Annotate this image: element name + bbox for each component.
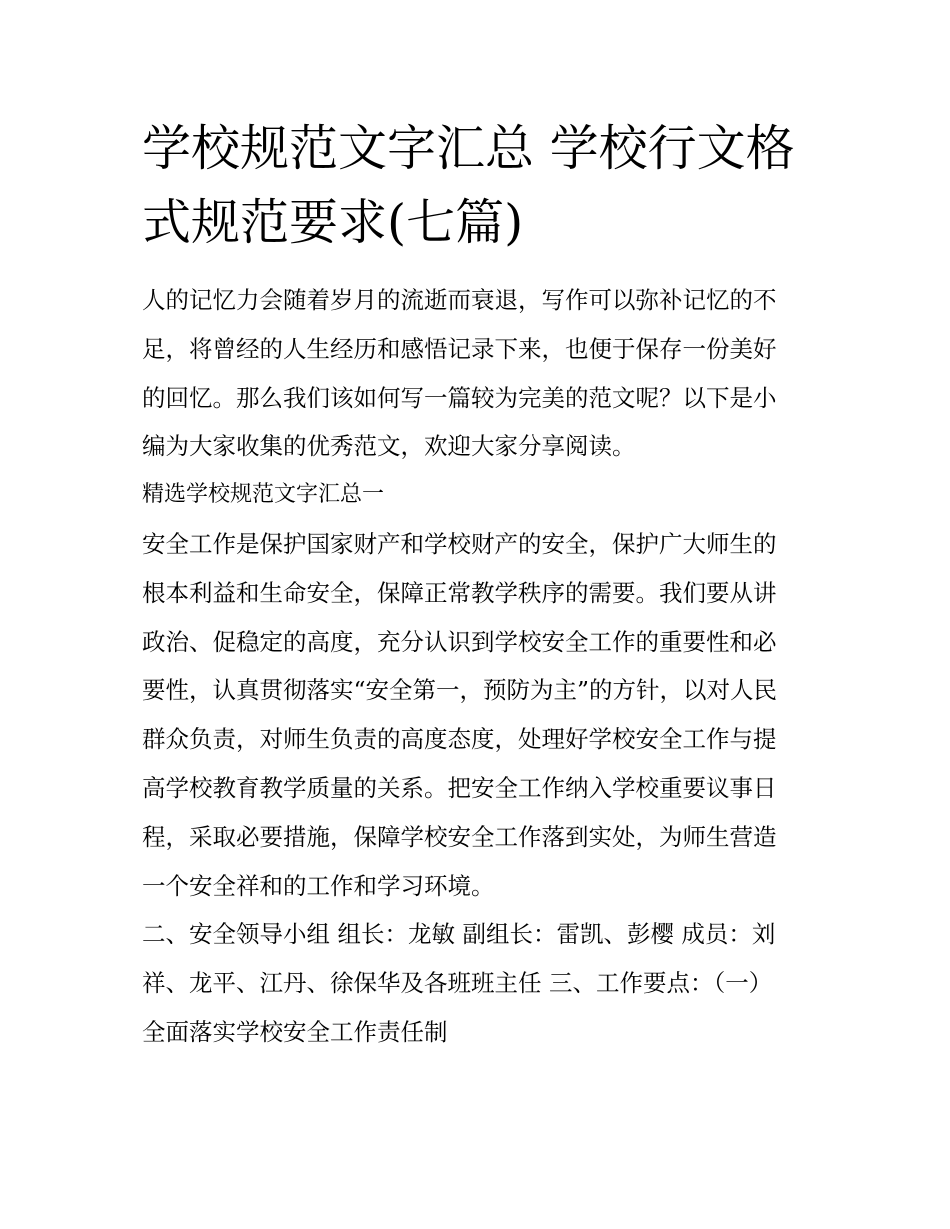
paragraph-line: 群众负责，对师生负责的高度态度，处理好学校安全工作与提 — [142, 725, 777, 754]
paragraph-line: 安全工作是保护国家财产和学校财产的安全，保护广大师生的 — [142, 529, 777, 558]
intro-line: 足，将曾经的人生经历和感悟记录下来，也便于保存一份美好 — [142, 334, 777, 363]
paragraph-line: 根本利益和生命安全，保障正常教学秩序的需要。我们要从讲 — [142, 578, 777, 607]
section-heading: 精选学校规范文字汇总一 — [142, 482, 385, 508]
paragraph-line: 程，采取必要措施，保障学校安全工作落到实处，为师生营造 — [142, 822, 777, 851]
document-page — [142, 112, 812, 1057]
paragraph-line: 要性，认真贯彻落实“安全第一，预防为主”的方针，以对人民 — [142, 676, 778, 705]
safety-paragraph — [142, 520, 812, 910]
paragraph-line: 祥、龙平、江丹、徐保华及各班班主任 三、工作要点：（一） — [142, 969, 773, 998]
intro-line: 的回忆。那么我们该如何写一篇较为完美的范文呢？以下是小 — [142, 383, 777, 412]
paragraph-line: 政治、促稳定的高度，充分认识到学校安全工作的重要性和必 — [142, 627, 777, 656]
paragraph-line: 全面落实学校安全工作责任制 — [142, 1017, 448, 1046]
paragraph-line: 一个安全祥和的工作和学习环境。 — [142, 871, 495, 900]
title-line: 学校规范文字汇总 学校行文格 — [142, 120, 795, 177]
intro-line: 人的记忆力会随着岁月的流逝而衰退，写作可以弥补记忆的不 — [142, 286, 777, 314]
paragraph-line: 二、安全领导小组 组长：龙敏 副组长：雷凯、彭樱 成员：刘 — [142, 920, 776, 949]
document-title — [142, 112, 812, 260]
intro-paragraph — [142, 276, 812, 471]
title-line: 式规范要求(七篇) — [142, 194, 524, 251]
paragraph-line: 高学校教育教学质量的关系。把安全工作纳入学校重要议事日 — [142, 773, 777, 802]
intro-line: 编为大家收集的优秀范文，欢迎大家分享阅读。 — [142, 432, 636, 461]
leadership-paragraph — [142, 910, 812, 1056]
